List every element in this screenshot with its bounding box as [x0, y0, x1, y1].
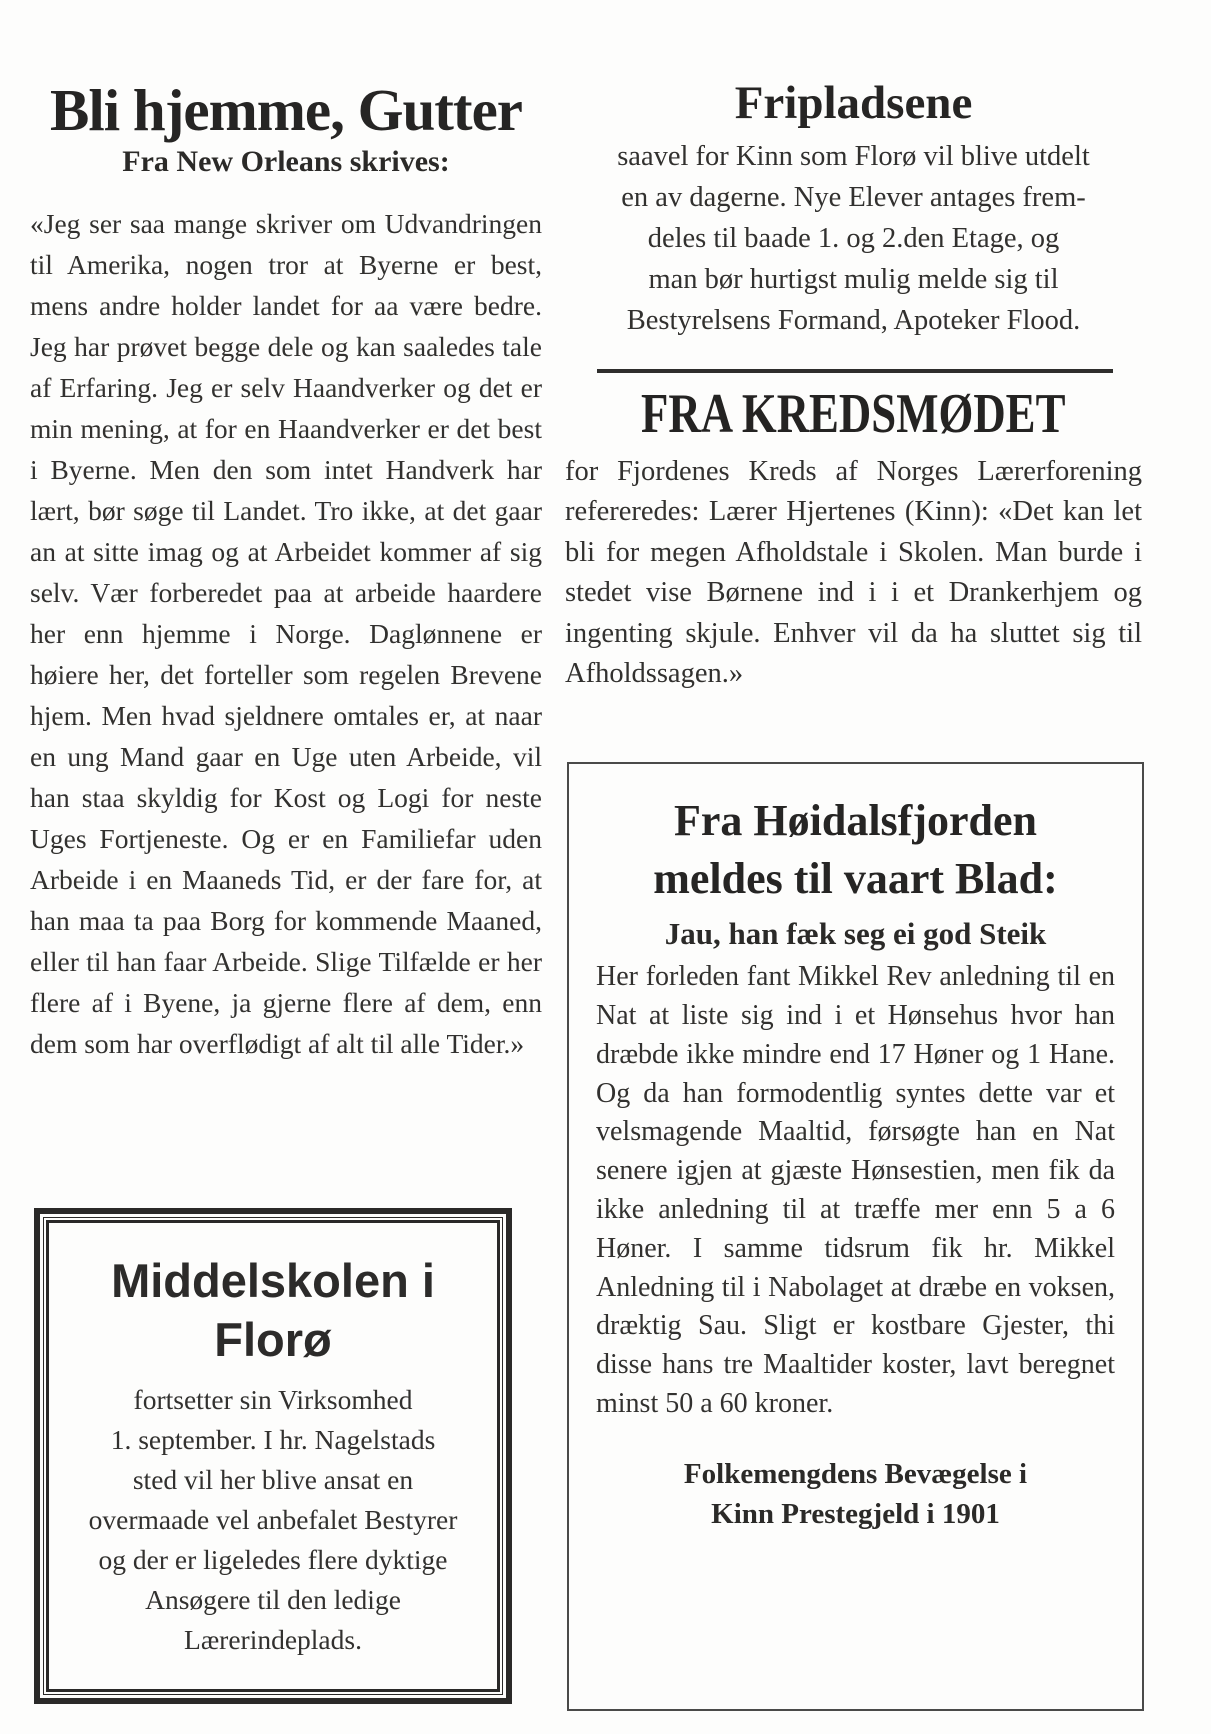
fripladsene-body: saavel for Kinn som Florø vil blive utdelt en av dagerne. Nye Elever antages frem- deles til baade 1. og 2.den Etage, og man bør hurtigst mulig melde sig til Bestyrelsens Formand, Apoteker Flood. — [617, 141, 1090, 337]
article-kicker: Fra New Orleans skrives: — [122, 144, 450, 178]
story-box-hoidalsfjorden — [567, 762, 1144, 1711]
ad-box-border-middle — [43, 1217, 503, 1695]
fripladsene-title: Fripladsene — [734, 77, 973, 129]
article-title: Bli hjemme, Gutter — [50, 77, 522, 143]
kredsmodet-title-text: FRA KREDSMØDET — [641, 383, 1066, 445]
article-bli-hjemme — [30, 78, 542, 1064]
story-body: Her forleden fant Mikkel Rev anledning til en Nat at liste sig ind i et Hønsehus hvor han dræbde ikke mindre end 17 Høner og 1 Hane. Og da han formodentlig syntes dette var et velsmagende Maaltid, førsøgte han en Nat senere igjen at gjæste Hønsestien, men fik da ikke anledning til at træffe mer enn 5 a 6 Høner. I samme tidsrum fik hr. Mikkel Anledning til i Nabolaget at dræbe en voksen, dræktig Sau. Sligt er kostbare Gjester, thi disse hans tre Maaltider koster, lavt beregnet minst 50 a 60 kroner. — [596, 961, 1115, 1419]
ad-box-middelskolen — [34, 1208, 512, 1704]
ad-title: Middelskolen i Florø — [111, 1254, 435, 1366]
story-footer: Folkemengdens Bevægelse i Kinn Prestegjeld i 1901 — [683, 1457, 1028, 1530]
article-body: «Jeg ser saa mange skriver om Udvandringen til Amerika, nogen tror at Byerne er best, mens andre holder landet for aa være bedre. Jeg har prøvet begge dele og kan saaledes tale af Erfaring. Jeg er selv Haandverker og det er min mening, at for en Haandverker er det best i Byerne. Men den som intet Handverk har lært, bør søge til Landet. Tro ikke, at det gaar an at sitte imag og at Arbeidet kommer af sig selv. Vær forberedet paa at arbeide haardere her enn hjemme i Norge. Daglønnene er høiere her, det forteller som regelen Brevene hjem. Men hvad sjeldnere omtales er, at naar en ung Mand gaar en Uge uten Arbeide, vil han staa skyldig for Kost og Logi for neste Uges Fortjeneste. Og er en Familiefar uden Arbeide i en Maaneds Tid, er der fare for, at han maa ta paa Borg for kommende Maaned, eller til han faar Arbeide. Slige Tilfælde er her flere af i Byene, ja gjerne flere af dem, enn dem som har overflødigt af alt til alle Tider.» — [30, 207, 542, 1059]
story-subtitle: Jau, han fæk seg ei god Steik — [664, 916, 1047, 952]
ad-body: fortsetter sin Virksomhed 1. september. I hr. Nagelstads sted vil her blive ansat en overmaade vel anbefalet Bestyrer og der er ligeledes flere dyktige Ansøgere til den ledige Lærerindeplads. — [88, 1383, 458, 1655]
article-kredsmodet — [565, 384, 1142, 695]
story-title: Fra Høidalsfjorden meldes til vaart Blad: — [653, 796, 1058, 904]
horizontal-rule — [597, 369, 1113, 373]
kredsmodet-title — [565, 384, 1142, 446]
article-fripladsene — [565, 76, 1142, 341]
kredsmodet-body: for Fjordenes Kreds af Norges Lærerforening refereredes: Lærer Hjertenes (Kinn): «Det kan let bli for megen Afholdstale i Skolen. Man burde i stedet vise Børnene ind i i et Drankerhjem og ingenting skjule. Enhver vil da ha sluttet sig til Afholdssagen.» — [565, 455, 1142, 690]
ad-box-border-inner — [46, 1220, 500, 1692]
